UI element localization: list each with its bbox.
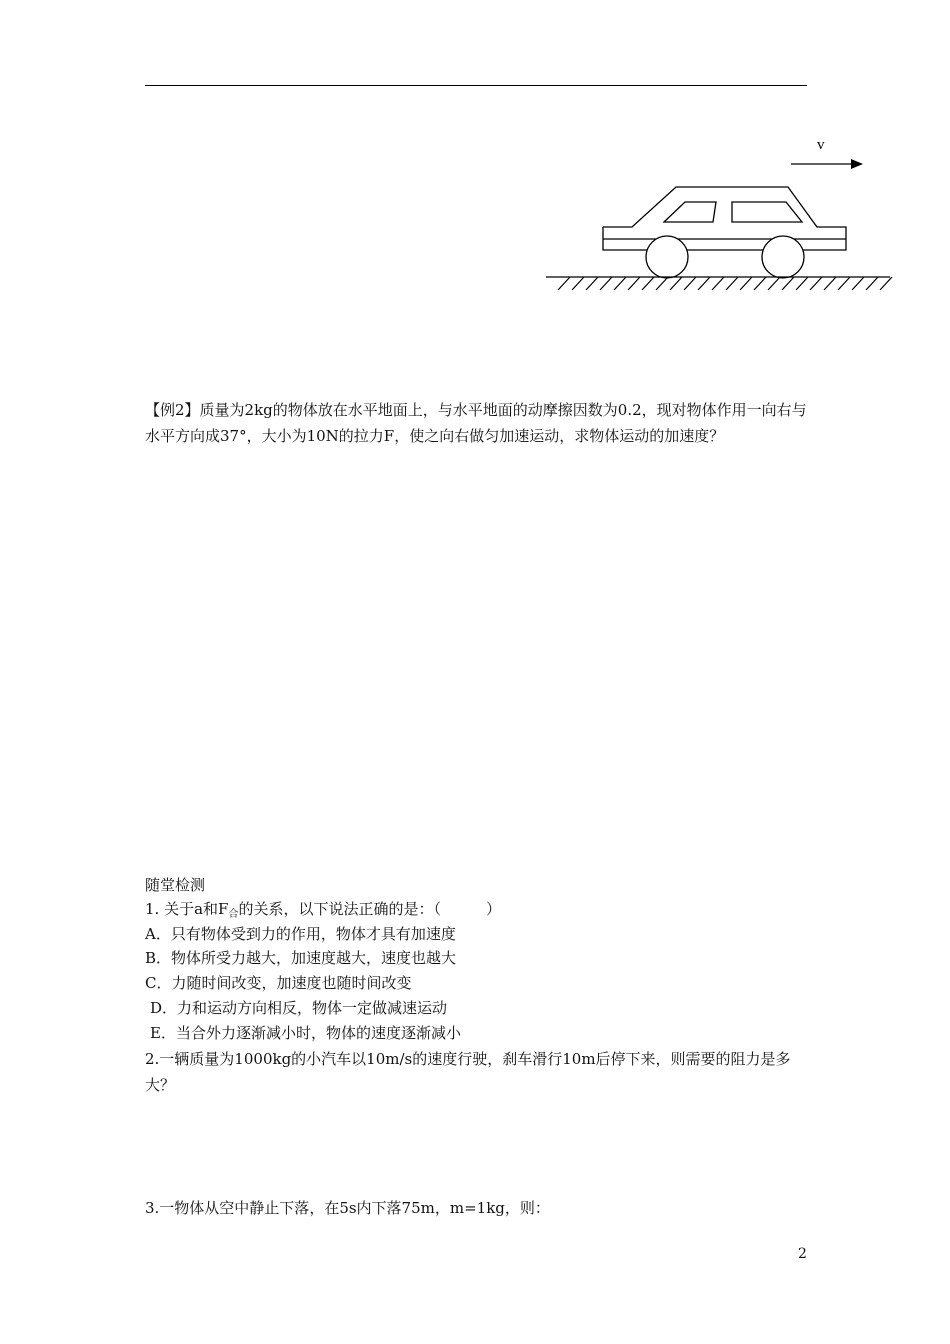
example-2-text: 【例2】质量为2kg的物体放在水平地面上，与水平地面的动摩擦因数为0.2，现对物体作用一向右与水平方向成37°，大小为10N的拉力F，使之向右做匀加速运动，求物体运动的加速度？ <box>145 401 807 445</box>
option-e: E．当合外力逐渐减小时，物体的速度逐渐减小 <box>150 1024 461 1042</box>
quiz-heading: 随堂检测 <box>145 876 206 894</box>
front-window <box>664 202 716 222</box>
option-d: D．力和运动方向相反，物体一定做减速运动 <box>150 999 448 1017</box>
velocity-label: v <box>817 137 825 153</box>
car-body <box>603 187 846 278</box>
option-c: C．力随时间改变，加速度也随时间改变 <box>145 974 412 992</box>
rear-window <box>732 202 802 222</box>
option-a: A．只有物体受到力的作用，物体才具有加速度 <box>145 925 456 943</box>
question-1-suffix: 的关系，以下说法正确的是：（ ） <box>238 900 501 918</box>
question-2: 2.一辆质量为1000kg的小汽车以10m/s的速度行驶，刹车滑行10m后停下来，则需要的阻力是多大？ <box>145 1050 791 1094</box>
rear-wheel <box>762 236 804 278</box>
option-b: B．物体所受力越大，加速度越大，速度也越大 <box>145 949 457 967</box>
question-3: 3.一物体从空中静止下落，在5s内下落75m，m=1kg，则： <box>145 1199 550 1217</box>
page-number: 2 <box>798 1246 807 1262</box>
question-1-stem <box>145 898 501 926</box>
question-1-prefix: 1. 关于a和F <box>145 900 229 918</box>
car-figure <box>540 130 900 300</box>
ground <box>546 277 892 290</box>
velocity-arrow <box>791 159 863 169</box>
header-rule <box>145 85 807 86</box>
front-wheel <box>646 236 688 278</box>
question-1-subscript: 合 <box>228 909 239 920</box>
